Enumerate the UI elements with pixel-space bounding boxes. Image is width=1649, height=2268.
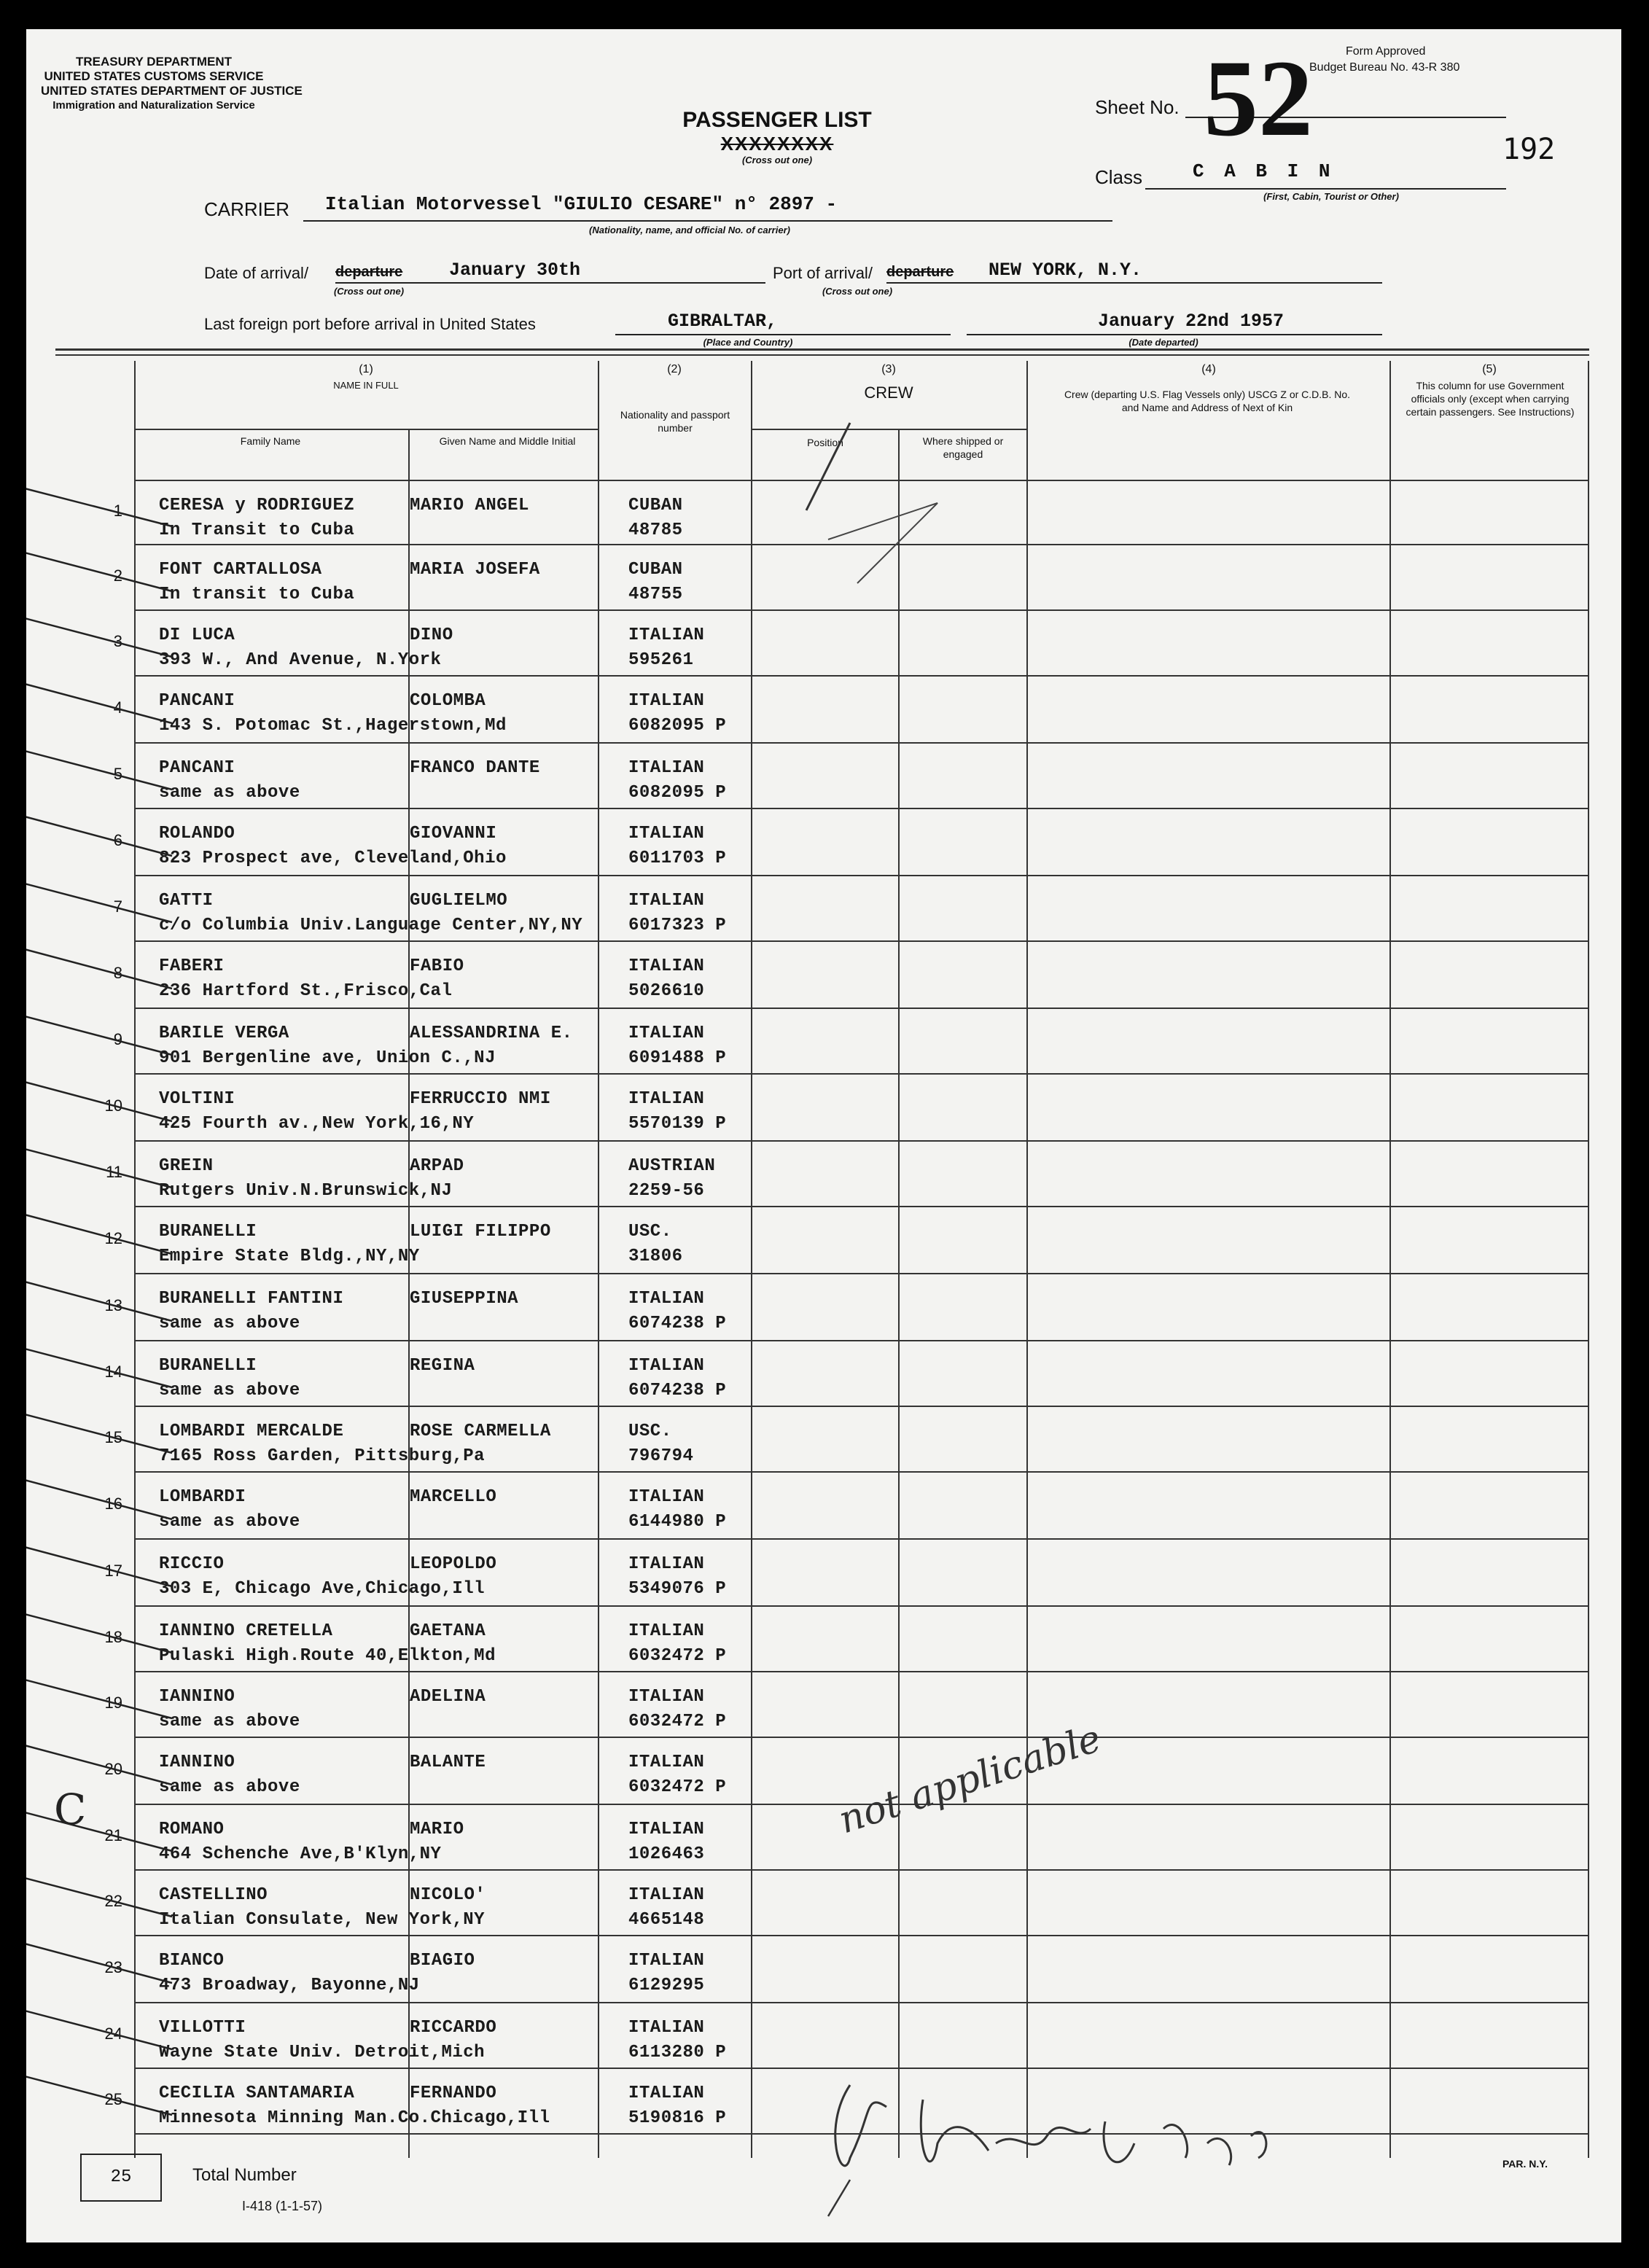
sheet-number-label: Sheet No. bbox=[1095, 96, 1180, 118]
port-label: Port of arrival/ bbox=[773, 264, 873, 282]
class-label: Class bbox=[1095, 166, 1143, 188]
last-port-value: GIBRALTAR, bbox=[668, 311, 778, 332]
total-count: 25 bbox=[110, 2167, 132, 2187]
family-name: CASTELLINO bbox=[159, 1885, 268, 1905]
passport-number: 6113280 P bbox=[628, 2043, 727, 2062]
form-approved: Form Approved bbox=[1346, 45, 1426, 58]
address-line: 901 Bergenline ave, Union C.,NJ bbox=[159, 1048, 496, 1068]
port-struck: departure bbox=[886, 264, 954, 280]
column-2-title: Nationality and passport number bbox=[620, 409, 730, 434]
column-5-title: This column for use Government officials only (except when carrying certain passengers. See Instructions) bbox=[1406, 380, 1575, 418]
last-port-note: (Place and Country) bbox=[703, 337, 793, 348]
check-mark bbox=[26, 1347, 172, 1387]
row-number: 12 bbox=[104, 1229, 122, 1247]
given-name: GAETANA bbox=[410, 1621, 486, 1641]
agency-line-3: UNITED STATES DEPARTMENT OF JUSTICE bbox=[41, 84, 303, 98]
passport-number: 6129295 bbox=[628, 1976, 705, 1995]
address-line: same as above bbox=[159, 1314, 300, 1333]
check-mark bbox=[26, 551, 172, 591]
address-line: Wayne State Univ. Detroit,Mich bbox=[159, 2043, 486, 2062]
date-departed-note: (Date departed) bbox=[1128, 337, 1198, 348]
nationality: ITALIAN bbox=[628, 626, 705, 645]
address-line: same as above bbox=[159, 1777, 300, 1797]
address-line: Empire State Bldg.,NY,NY bbox=[159, 1247, 420, 1266]
column-position: Position bbox=[807, 437, 843, 448]
handwriting-overlay bbox=[26, 29, 1621, 2242]
passport-number: 595261 bbox=[628, 650, 694, 670]
given-name: ADELINA bbox=[410, 1687, 486, 1707]
check-mark bbox=[26, 1546, 172, 1586]
check-mark bbox=[26, 1678, 172, 1718]
check-mark bbox=[26, 1080, 172, 1121]
column-4-number: (4) bbox=[1201, 363, 1216, 375]
nationality: CUBAN bbox=[628, 496, 683, 515]
row-number: 18 bbox=[104, 1628, 122, 1646]
row-number: 2 bbox=[113, 566, 122, 585]
family-name: BURANELLI bbox=[159, 1356, 257, 1376]
nationality: ITALIAN bbox=[628, 691, 705, 711]
nationality: ITALIAN bbox=[628, 824, 705, 843]
family-name: BURANELLI FANTINI bbox=[159, 1289, 344, 1309]
nationality: ITALIAN bbox=[628, 758, 705, 778]
check-mark bbox=[26, 1744, 172, 1785]
check-mark bbox=[26, 1280, 172, 1321]
passport-number: 48785 bbox=[628, 521, 683, 540]
family-name: FABERI bbox=[159, 956, 225, 976]
given-name: FERRUCCIO NMI bbox=[410, 1089, 551, 1109]
row-number: 13 bbox=[104, 1296, 122, 1314]
address-line: Rutgers Univ.N.Brunswick,NJ bbox=[159, 1181, 453, 1201]
row-number: 21 bbox=[104, 1826, 122, 1844]
address-line: 464 Schenche Ave,B'Klyn,NY bbox=[159, 1844, 442, 1864]
family-name: PANCANI bbox=[159, 758, 235, 778]
address-line: 473 Broadway, Bayonne,NJ bbox=[159, 1976, 420, 1995]
column-5-number: (5) bbox=[1482, 363, 1497, 375]
address-line: In Transit to Cuba bbox=[159, 521, 355, 540]
family-name: BARILE VERGA bbox=[159, 1024, 289, 1043]
given-name: MARIO bbox=[410, 1820, 464, 1839]
port-note: (Cross out one) bbox=[822, 286, 893, 297]
signature bbox=[835, 2085, 1266, 2166]
given-name: DINO bbox=[410, 626, 453, 645]
family-name: FONT CARTALLOSA bbox=[159, 560, 322, 580]
not-applicable-note: not applicable bbox=[833, 1716, 1107, 1843]
row-number: 5 bbox=[113, 765, 122, 783]
passport-number: 1026463 bbox=[628, 1844, 705, 1864]
check-mark bbox=[26, 749, 172, 790]
nationality: ITALIAN bbox=[628, 2084, 705, 2103]
given-name: BIAGIO bbox=[410, 1951, 475, 1971]
given-name: COLOMBA bbox=[410, 691, 486, 711]
nationality: USC. bbox=[628, 1422, 672, 1441]
passport-number: 48755 bbox=[628, 585, 683, 604]
row-number: 10 bbox=[104, 1096, 122, 1115]
check-mark bbox=[26, 2075, 172, 2115]
nationality: ITALIAN bbox=[628, 1753, 705, 1772]
family-name: GATTI bbox=[159, 891, 214, 911]
row-number: 3 bbox=[113, 632, 122, 650]
carrier-label: CARRIER bbox=[204, 198, 290, 220]
row-number: 24 bbox=[104, 2025, 122, 2043]
passport-number: 796794 bbox=[628, 1446, 694, 1466]
agency-line-4: Immigration and Naturalization Service bbox=[52, 99, 255, 112]
arrival-struck: departure bbox=[335, 264, 403, 280]
family-name: CECILIA SANTAMARIA bbox=[159, 2084, 355, 2103]
family-name: BURANELLI bbox=[159, 1222, 257, 1242]
nationality: ITALIAN bbox=[628, 1089, 705, 1109]
given-name: FERNANDO bbox=[410, 2084, 497, 2103]
class-value: C A B I N bbox=[1193, 160, 1335, 182]
nationality: AUSTRIAN bbox=[628, 1156, 716, 1176]
passport-number: 5349076 P bbox=[628, 1579, 727, 1599]
address-line: same as above bbox=[159, 783, 300, 803]
given-name: MARCELLO bbox=[410, 1487, 497, 1507]
passport-number: 4665148 bbox=[628, 1910, 705, 1930]
address-line: 303 E, Chicago Ave,Chicago,Ill bbox=[159, 1579, 486, 1599]
column-4-title: Crew (departing U.S. Flag Vessels only) USCG Z or C.D.B. No. and Name and Address of Next of Kin bbox=[1064, 389, 1351, 413]
nationality: ITALIAN bbox=[628, 1487, 705, 1507]
document-title: PASSENGER LIST bbox=[682, 108, 872, 132]
passport-number: 6144980 P bbox=[628, 1512, 727, 1532]
nationality: ITALIAN bbox=[628, 1820, 705, 1839]
given-name: ARPAD bbox=[410, 1156, 464, 1176]
column-given-name: Given Name and Middle Initial bbox=[439, 435, 576, 447]
address-line: 425 Fourth av.,New York,16,NY bbox=[159, 1114, 475, 1134]
row-number: 7 bbox=[113, 897, 122, 916]
row-number: 15 bbox=[104, 1428, 122, 1446]
carrier-note: (Nationality, name, and official No. of carrier) bbox=[589, 225, 790, 235]
nationality: ITALIAN bbox=[628, 1554, 705, 1574]
column-1-number: (1) bbox=[359, 363, 373, 375]
address-line: 7165 Ross Garden, Pittsburg,Pa bbox=[159, 1446, 486, 1466]
row-number: 17 bbox=[104, 1562, 122, 1580]
family-name: PANCANI bbox=[159, 691, 235, 711]
budget-bureau-number: Budget Bureau No. 43-R 380 bbox=[1309, 61, 1460, 74]
passport-number: 6032472 P bbox=[628, 1712, 727, 1731]
arrival-label: Date of arrival/ bbox=[204, 264, 309, 282]
family-name: BIANCO bbox=[159, 1951, 225, 1971]
family-name: LOMBARDI MERCALDE bbox=[159, 1422, 344, 1441]
passport-number: 31806 bbox=[628, 1247, 683, 1266]
sheet-number-stamp: 52 bbox=[1204, 38, 1313, 159]
printer-mark: PAR. N.Y. bbox=[1502, 2158, 1548, 2170]
check-mark bbox=[26, 815, 172, 856]
nationality: ITALIAN bbox=[628, 1289, 705, 1309]
check-mark bbox=[26, 487, 172, 526]
check-mark bbox=[26, 1213, 172, 1254]
address-line: 393 W., And Avenue, N.York bbox=[159, 650, 442, 670]
column-family-name: Family Name bbox=[240, 435, 301, 447]
nationality: ITALIAN bbox=[628, 2018, 705, 2038]
check-mark bbox=[26, 617, 172, 657]
family-name: IANNINO CRETELLA bbox=[159, 1621, 333, 1641]
passport-number: 6032472 P bbox=[628, 1646, 727, 1666]
passport-number: 5190816 P bbox=[628, 2108, 727, 2128]
family-name: RICCIO bbox=[159, 1554, 225, 1574]
nationality: USC. bbox=[628, 1222, 672, 1242]
check-mark bbox=[26, 882, 172, 922]
nationality: ITALIAN bbox=[628, 1687, 705, 1707]
passenger-list-form bbox=[26, 29, 1621, 2242]
nationality: CUBAN bbox=[628, 560, 683, 580]
check-mark bbox=[26, 2009, 172, 2049]
port-value: NEW YORK, N.Y. bbox=[989, 260, 1142, 281]
column-2-number: (2) bbox=[667, 363, 682, 375]
given-name: MARIO ANGEL bbox=[410, 496, 529, 515]
row-number: 14 bbox=[104, 1363, 122, 1381]
given-name: LEOPOLDO bbox=[410, 1554, 497, 1574]
address-line: Minnesota Minning Man.Co.Chicago,Ill bbox=[159, 2108, 550, 2128]
agency-line-2: UNITED STATES CUSTOMS SERVICE bbox=[44, 69, 264, 83]
passport-number: 5570139 P bbox=[628, 1114, 727, 1134]
row-number: 1 bbox=[113, 502, 122, 520]
nationality: ITALIAN bbox=[628, 891, 705, 911]
address-line: same as above bbox=[159, 1381, 300, 1400]
passport-number: 6011703 P bbox=[628, 849, 727, 868]
nationality: ITALIAN bbox=[628, 956, 705, 976]
row-number: 23 bbox=[104, 1958, 122, 1976]
arrival-note: (Cross out one) bbox=[333, 286, 405, 297]
address-line: 823 Prospect ave, Cleveland,Ohio bbox=[159, 849, 507, 868]
margin-mark: C bbox=[54, 1785, 87, 1834]
check-mark bbox=[26, 682, 172, 723]
row-number: 6 bbox=[113, 831, 122, 849]
total-box bbox=[80, 2154, 162, 2202]
row-number: 20 bbox=[104, 1760, 122, 1778]
nationality: ITALIAN bbox=[628, 1951, 705, 1971]
nationality: ITALIAN bbox=[628, 1885, 705, 1905]
row-number: 8 bbox=[113, 964, 122, 982]
given-name: NICOLO' bbox=[410, 1885, 486, 1905]
given-name: REGINA bbox=[410, 1356, 475, 1376]
check-mark bbox=[26, 1478, 172, 1519]
check-mark bbox=[26, 1877, 172, 1917]
family-name: IANNINO bbox=[159, 1687, 235, 1707]
passport-number: 6082095 P bbox=[628, 783, 727, 803]
page-number: 192 bbox=[1502, 133, 1556, 166]
row-number: 16 bbox=[104, 1495, 122, 1513]
row-number: 19 bbox=[104, 1694, 122, 1712]
title-note: (Cross out one) bbox=[741, 155, 813, 165]
address-line: same as above bbox=[159, 1512, 300, 1532]
passport-number: 6032472 P bbox=[628, 1777, 727, 1797]
column-1-title: NAME IN FULL bbox=[333, 380, 399, 391]
family-name: GREIN bbox=[159, 1156, 214, 1176]
passport-number: 5026610 bbox=[628, 981, 705, 1001]
family-name: DI LUCA bbox=[159, 626, 235, 645]
nationality: ITALIAN bbox=[628, 1356, 705, 1376]
row-number: 11 bbox=[106, 1163, 122, 1181]
check-mark bbox=[26, 1147, 172, 1188]
class-note: (First, Cabin, Tourist or Other) bbox=[1263, 191, 1399, 202]
check-mark bbox=[26, 948, 172, 989]
check-mark bbox=[26, 1015, 172, 1055]
column-where-shipped: Where shipped or engaged bbox=[922, 435, 1004, 460]
address-line: Pulaski High.Route 40,Elkton,Md bbox=[159, 1646, 496, 1666]
given-name: ROSE CARMELLA bbox=[410, 1422, 551, 1441]
date-departed: January 22nd 1957 bbox=[1098, 311, 1284, 332]
check-mark bbox=[26, 1613, 172, 1653]
family-name: VILLOTTI bbox=[159, 2018, 246, 2038]
given-name: MARIA JOSEFA bbox=[410, 560, 540, 580]
total-label: Total Number bbox=[192, 2165, 297, 2185]
passport-number: 2259-56 bbox=[628, 1181, 705, 1201]
given-name: GUGLIELMO bbox=[410, 891, 508, 911]
last-port-label: Last foreign port before arrival in United States bbox=[204, 315, 536, 333]
nationality: ITALIAN bbox=[628, 1024, 705, 1043]
passport-number: 6082095 P bbox=[628, 716, 727, 736]
address-line: 236 Hartford St.,Frisco,Cal bbox=[159, 981, 453, 1001]
row-number: 22 bbox=[104, 1892, 122, 1910]
form-id: I-418 (1-1-57) bbox=[242, 2199, 323, 2213]
passport-number: 6074238 P bbox=[628, 1381, 727, 1400]
given-name: FRANCO DANTE bbox=[410, 758, 540, 778]
family-name: VOLTINI bbox=[159, 1089, 235, 1109]
passport-number: 6017323 P bbox=[628, 916, 727, 935]
address-line: Italian Consulate, New York,NY bbox=[159, 1910, 486, 1930]
given-name: GIOVANNI bbox=[410, 824, 497, 843]
check-mark bbox=[26, 1413, 172, 1453]
address-line: 143 S. Potomac St.,Hagerstown,Md bbox=[159, 716, 507, 736]
check-mark bbox=[26, 1942, 172, 1983]
address-line: c/o Columbia Univ.Language Center,NY,NY bbox=[159, 916, 583, 935]
struck-title: XXXXXXXX bbox=[720, 133, 834, 155]
given-name: GIUSEPPINA bbox=[410, 1289, 519, 1309]
agency-line-1: TREASURY DEPARTMENT bbox=[75, 55, 233, 69]
row-number: 4 bbox=[113, 698, 122, 717]
family-name: LOMBARDI bbox=[159, 1487, 246, 1507]
family-name: CERESA y RODRIGUEZ bbox=[159, 496, 355, 515]
given-name: RICCARDO bbox=[410, 2018, 497, 2038]
passport-number: 6074238 P bbox=[628, 1314, 727, 1333]
family-name: ROLANDO bbox=[159, 824, 235, 843]
passport-number: 6091488 P bbox=[628, 1048, 727, 1068]
given-name: BALANTE bbox=[410, 1753, 486, 1772]
carrier-value: Italian Motorvessel "GIULIO CESARE" n° 2897 - bbox=[325, 193, 838, 215]
arrival-date: January 30th bbox=[449, 260, 581, 281]
check-mark bbox=[26, 1811, 172, 1851]
address-line: In transit to Cuba bbox=[159, 585, 355, 604]
family-name: ROMANO bbox=[159, 1820, 225, 1839]
row-number: 9 bbox=[113, 1030, 122, 1048]
nationality: ITALIAN bbox=[628, 1621, 705, 1641]
column-3-title: CREW bbox=[864, 383, 913, 402]
given-name: LUIGI FILIPPO bbox=[410, 1222, 551, 1242]
column-3-number: (3) bbox=[881, 363, 896, 375]
given-name: ALESSANDRINA E. bbox=[410, 1024, 573, 1043]
address-line: same as above bbox=[159, 1712, 300, 1731]
given-name: FABIO bbox=[410, 956, 464, 976]
family-name: IANNINO bbox=[159, 1753, 235, 1772]
row-number: 25 bbox=[104, 2090, 122, 2108]
